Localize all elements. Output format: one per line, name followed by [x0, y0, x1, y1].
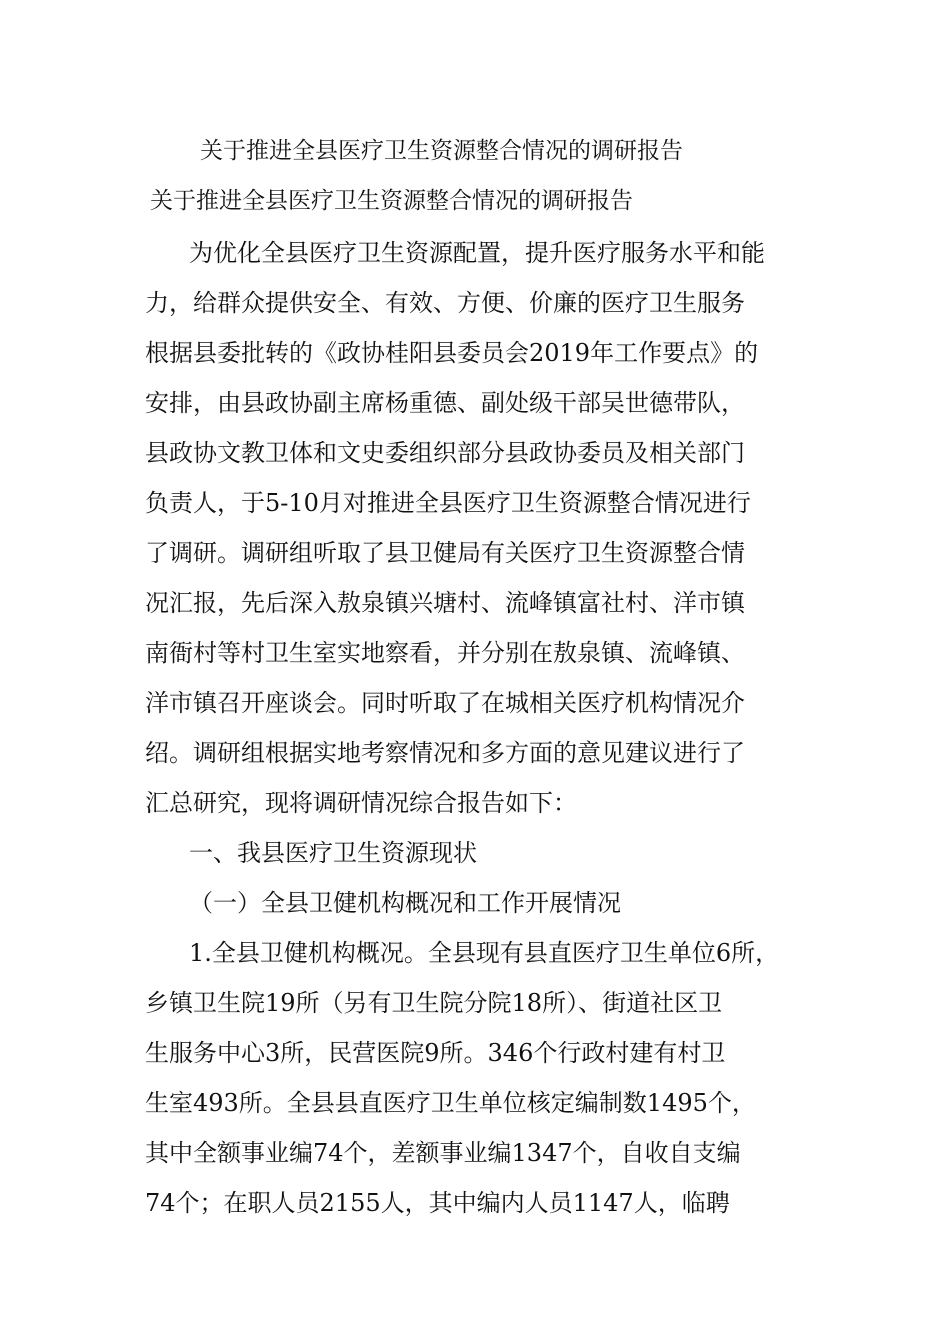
- paragraph-line: 汇总研究，现将调研情况综合报告如下：: [145, 789, 577, 817]
- paragraph-line: 74个；在职人员2155人，其中编内人员1147人，临聘: [145, 1189, 730, 1217]
- paragraph-line: 况汇报，先后深入敖泉镇兴塘村、流峰镇富社村、洋市镇: [145, 589, 745, 617]
- document-title: 关于推进全县医疗卫生资源整合情况的调研报告: [200, 138, 683, 164]
- subsection-heading: （一）全县卫健机构概况和工作开展情况: [189, 889, 621, 917]
- paragraph-line: 1.全县卫健机构概况。全县现有县直医疗卫生单位6所，: [189, 939, 780, 967]
- paragraph-line: 力，给群众提供安全、有效、方便、价廉的医疗卫生服务: [145, 289, 745, 317]
- paragraph-line: 乡镇卫生院19所（另有卫生院分院18所）、街道社区卫: [145, 989, 723, 1017]
- paragraph-line: 绍。调研组根据实地考察情况和多方面的意见建议进行了: [145, 739, 745, 767]
- paragraph-line: 生室493所。全县县直医疗卫生单位核定编制数1495个，: [145, 1089, 756, 1117]
- paragraph-line: 洋市镇召开座谈会。同时听取了在城相关医疗机构情况介: [145, 689, 745, 717]
- paragraph-line: 县政协文教卫体和文史委组织部分县政协委员及相关部门: [145, 439, 745, 467]
- paragraph-line: 其中全额事业编74个，差额事业编1347个，自收自支编: [145, 1139, 741, 1167]
- section-heading: 一、我县医疗卫生资源现状: [189, 839, 477, 867]
- paragraph-line: 为优化全县医疗卫生资源配置，提升医疗服务水平和能: [189, 239, 765, 267]
- paragraph-line: 安排，由县政协副主席杨重德、副处级干部吴世德带队，: [145, 389, 745, 417]
- document-subtitle: 关于推进全县医疗卫生资源整合情况的调研报告: [150, 188, 633, 214]
- paragraph-line: 负责人，于5-10月对推进全县医疗卫生资源整合情况进行: [145, 489, 751, 517]
- paragraph-line: 生服务中心3所，民营医院9所。346个行政村建有村卫: [145, 1039, 726, 1067]
- paragraph-line: 了调研。调研组听取了县卫健局有关医疗卫生资源整合情: [145, 539, 745, 567]
- paragraph-line: 南衙村等村卫生室实地察看，并分别在敖泉镇、流峰镇、: [145, 639, 745, 667]
- document-body: [145, 228, 810, 1228]
- paragraph-line: 根据县委批转的《政协桂阳县委员会2019年工作要点》的: [145, 339, 759, 367]
